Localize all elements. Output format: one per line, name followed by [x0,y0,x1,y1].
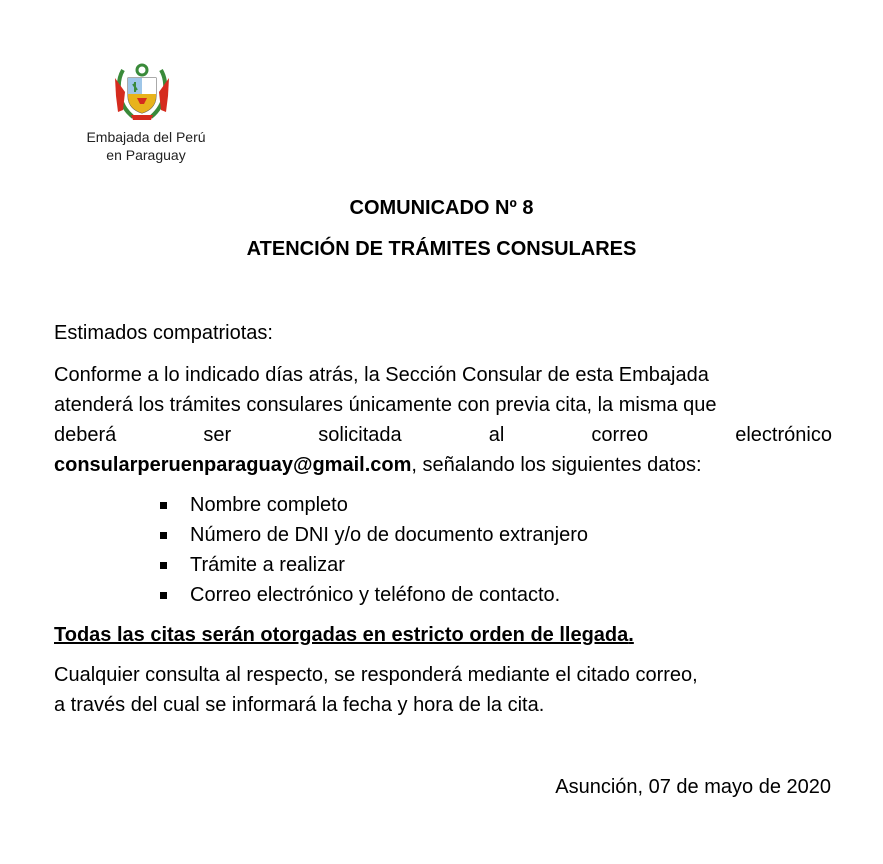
list-item [160,580,588,610]
list-item-text: Nombre completo [190,494,348,516]
closing-paragraph [54,660,832,720]
paragraph-line-4-rest: , señalando los siguientes datos: [411,454,702,476]
embassy-name-line1: Embajada del Perú [86,129,206,145]
list-item-text: Correo electrónico y teléfono de contacto. [190,584,561,606]
word: ser [203,424,232,446]
date-line: Asunción, 07 de mayo de 2020 [555,776,831,798]
document-subtitle: ATENCIÓN DE TRÁMITES CONSULARES [246,238,637,260]
main-paragraph [54,360,832,480]
list-item [160,490,588,520]
word: correo [591,424,649,446]
embassy-name [66,128,226,164]
list-item-text: Número de DNI y/o de documento extranjero [190,524,588,546]
word: solicitada [318,424,402,446]
paragraph-line-1: Conforme a lo indicado días atrás, la Sección Consular de esta Embajada [54,364,709,386]
list-item [160,550,588,580]
greeting: Estimados compatriotas: [54,322,273,344]
peru-coat-of-arms-icon [113,62,171,124]
document-title: COMUNICADO Nº 8 [349,197,534,219]
closing-line-1: Cualquier consulta al respecto, se responderá mediante el citado correo, [54,664,698,686]
notice-period: . [628,624,634,646]
embassy-name-line2: en Paraguay [106,147,186,163]
word: deberá [54,424,117,446]
paragraph-line-3 [54,420,832,450]
list-item [160,520,588,550]
email-address[interactable]: consularperuenparaguay@gmail.com [54,454,412,476]
list-item-text: Trámite a realizar [190,554,345,576]
square-bullet-icon [160,502,167,509]
appointment-notice [54,620,832,650]
word: electrónico [735,424,832,446]
notice-text: Todas las citas serán otorgadas en estricto orden de llegada [54,624,629,646]
paragraph-line-2: atenderá los trámites consulares únicamente con previa cita, la misma que [54,394,717,416]
word: al [488,424,505,446]
square-bullet-icon [160,592,167,599]
square-bullet-icon [160,562,167,569]
closing-line-2: a través del cual se informará la fecha y hora de la cita. [54,694,545,716]
square-bullet-icon [160,532,167,539]
paragraph-line-4 [54,450,832,480]
required-data-list [160,490,588,610]
